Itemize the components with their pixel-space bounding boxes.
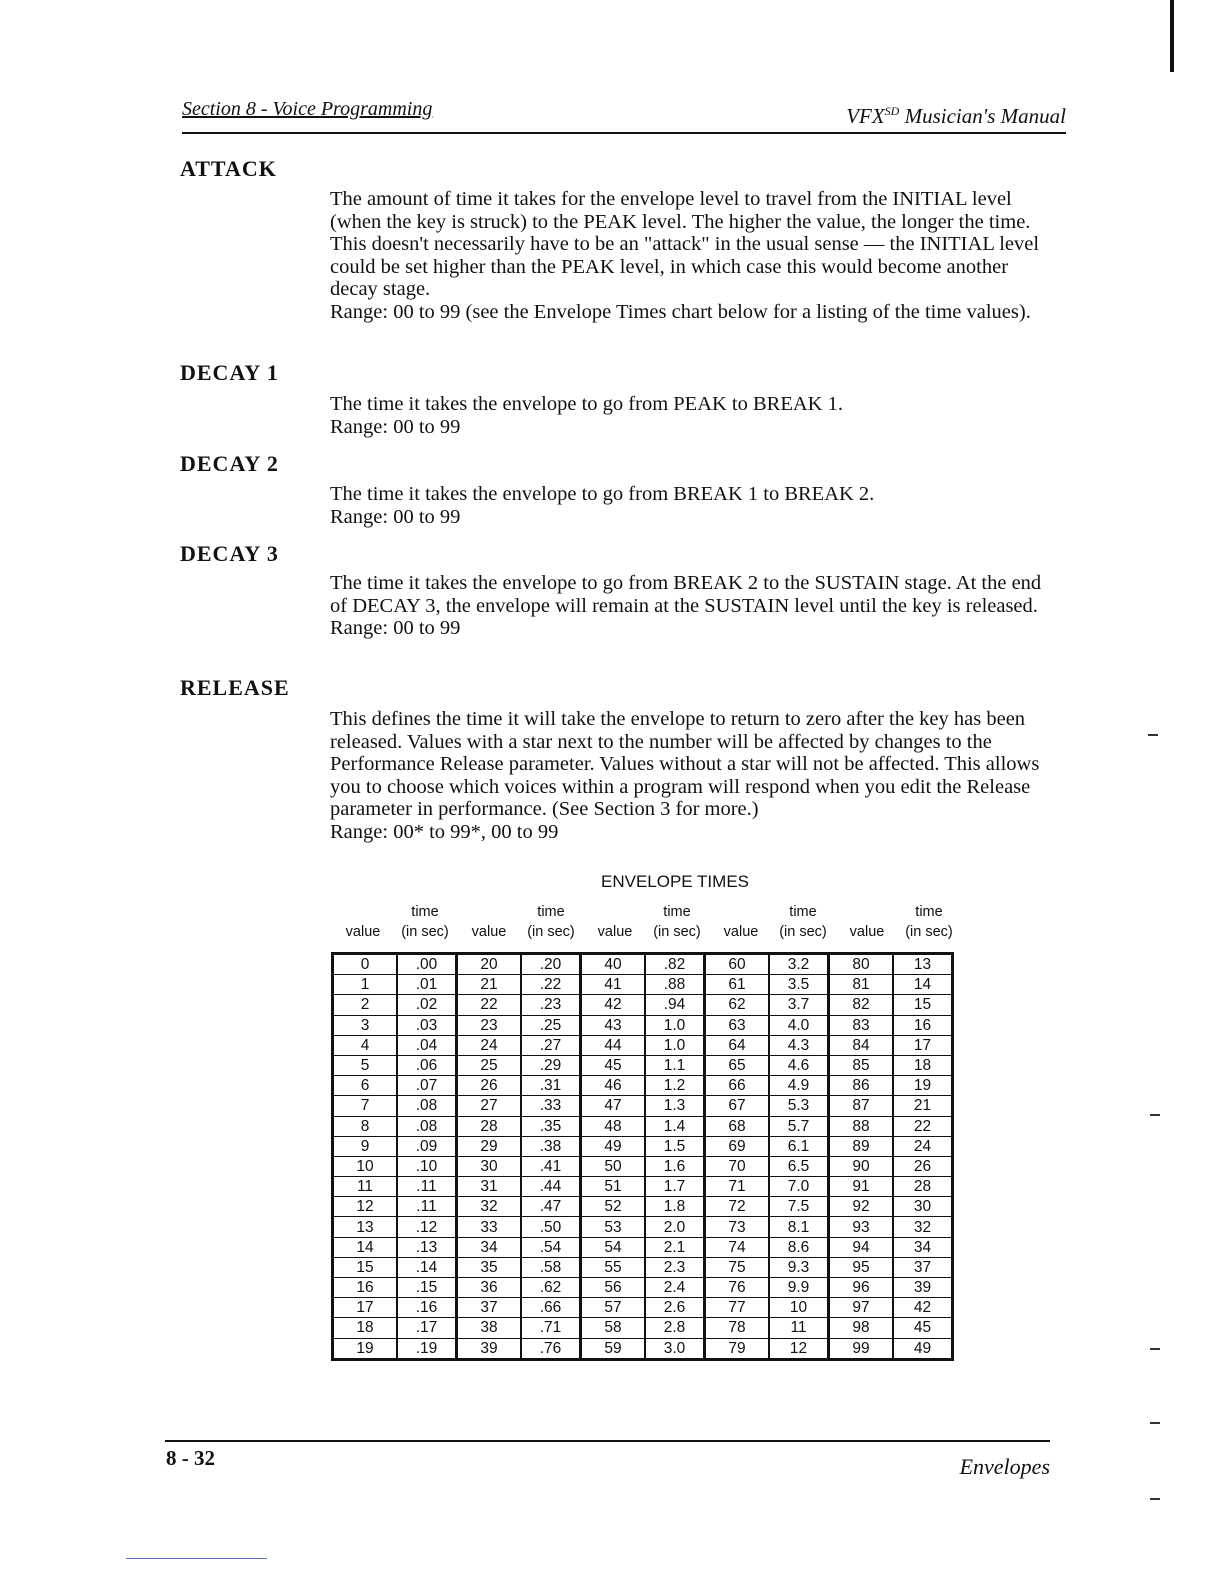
table-cell-value: 9 — [333, 1136, 398, 1156]
table-cell-time: 2.1 — [645, 1237, 705, 1257]
table-cell-value: 40 — [581, 954, 646, 975]
table-cell-time: 1.2 — [645, 1076, 705, 1096]
scan-mark — [1148, 734, 1158, 736]
table-cell-time: 22 — [893, 1116, 953, 1136]
table-cell-time: 6.1 — [769, 1136, 829, 1156]
table-cell-time: .25 — [521, 1015, 581, 1035]
table-cell-time: 49 — [893, 1338, 953, 1359]
table-cell-time: 39 — [893, 1278, 953, 1298]
table-cell-value: 92 — [829, 1197, 894, 1217]
table-cell-value: 66 — [705, 1076, 770, 1096]
column-heading-time-unit: (in sec) — [779, 924, 827, 940]
table-cell-value: 57 — [581, 1298, 646, 1318]
envelope-times-table — [331, 952, 954, 1361]
table-cell-time: .23 — [521, 995, 581, 1015]
table-cell-time: 3.0 — [645, 1338, 705, 1359]
table-cell-time: 1.4 — [645, 1116, 705, 1136]
table-cell-value: 82 — [829, 995, 894, 1015]
column-heading-value — [709, 922, 773, 942]
table-row — [333, 1055, 953, 1075]
table-cell-time: 2.8 — [645, 1318, 705, 1338]
table-cell-time: .10 — [397, 1156, 457, 1176]
column-heading-time-text: time — [663, 904, 691, 920]
column-heading-value — [331, 922, 395, 942]
table-cell-value: 33 — [457, 1217, 522, 1237]
scan-mark — [1150, 1348, 1160, 1350]
table-row — [333, 1338, 953, 1359]
table-row — [333, 1278, 953, 1298]
table-cell-time: 28 — [893, 1177, 953, 1197]
table-cell-value: 3 — [333, 1015, 398, 1035]
table-cell-time: 5.3 — [769, 1096, 829, 1116]
table-cell-value: 80 — [829, 954, 894, 975]
table-cell-value: 2 — [333, 995, 398, 1015]
page-number: 8 - 32 — [166, 1446, 215, 1470]
column-heading-time-unit: (in sec) — [653, 924, 701, 940]
table-cell-time: .44 — [521, 1177, 581, 1197]
table-cell-value: 75 — [705, 1257, 770, 1277]
column-heading-value-text: value — [471, 924, 507, 940]
table-cell-time: .27 — [521, 1035, 581, 1055]
table-cell-value: 24 — [457, 1035, 522, 1055]
table-cell-time: 42 — [893, 1298, 953, 1318]
table-cell-time: .29 — [521, 1055, 581, 1075]
table-row — [333, 995, 953, 1015]
table-cell-value: 46 — [581, 1076, 646, 1096]
table-cell-value: 81 — [829, 975, 894, 995]
table-cell-value: 20 — [457, 954, 522, 975]
table-cell-time: 3.7 — [769, 995, 829, 1015]
param-name-decay-2: DECAY 2 — [180, 451, 279, 476]
table-cell-time: 8.6 — [769, 1237, 829, 1257]
table-cell-time: .04 — [397, 1035, 457, 1055]
table-cell-value: 65 — [705, 1055, 770, 1075]
table-cell-value: 88 — [829, 1116, 894, 1136]
table-cell-value: 86 — [829, 1076, 894, 1096]
header-section-title: Section 8 - Voice Programming — [182, 98, 433, 120]
param-range: Range: 00 to 99 — [330, 415, 461, 438]
table-cell-value: 0 — [333, 954, 398, 975]
table-row — [333, 975, 953, 995]
table-cell-value: 69 — [705, 1136, 770, 1156]
table-cell-value: 5 — [333, 1055, 398, 1075]
column-heading-time-text: time — [789, 904, 817, 920]
table-cell-value: 53 — [581, 1217, 646, 1237]
table-cell-time: 45 — [893, 1318, 953, 1338]
table-cell-time: .41 — [521, 1156, 581, 1176]
table-cell-time: .62 — [521, 1278, 581, 1298]
table-cell-value: 35 — [457, 1257, 522, 1277]
table-cell-value: 77 — [705, 1298, 770, 1318]
manual-title-superscript: SD — [884, 104, 900, 118]
table-cell-time: .15 — [397, 1278, 457, 1298]
table-row — [333, 1197, 953, 1217]
table-cell-time: .16 — [397, 1298, 457, 1318]
table-cell-time: 17 — [893, 1035, 953, 1055]
table-cell-value: 49 — [581, 1136, 646, 1156]
table-cell-value: 16 — [333, 1278, 398, 1298]
table-cell-value: 6 — [333, 1076, 398, 1096]
table-cell-time: .17 — [397, 1318, 457, 1338]
param-text: The amount of time it takes for the envelope level to travel from the INITIAL level (when the key is struck) to the PEAK level. The higher the value, the longer the time. This doesn't necessarily have to be an "attack" in the usual sense — the INITIAL level could be set higher than the PEAK level, in which case this would become another decay stage. — [330, 188, 1040, 300]
table-cell-time: .08 — [397, 1116, 457, 1136]
column-heading-time-text: time — [537, 904, 565, 920]
table-cell-value: 43 — [581, 1015, 646, 1035]
header-manual-title — [846, 104, 1066, 129]
table-cell-value: 95 — [829, 1257, 894, 1277]
table-cell-time: 21 — [893, 1096, 953, 1116]
table-cell-time: .35 — [521, 1116, 581, 1136]
table-cell-time: .66 — [521, 1298, 581, 1318]
table-cell-value: 44 — [581, 1035, 646, 1055]
table-cell-time: 19 — [893, 1076, 953, 1096]
manual-title-rest: Musician's Manual — [904, 104, 1066, 128]
footer-rule — [165, 1440, 1050, 1442]
table-cell-time: .88 — [645, 975, 705, 995]
table-cell-time: .11 — [397, 1197, 457, 1217]
table-cell-value: 78 — [705, 1318, 770, 1338]
table-cell-value: 42 — [581, 995, 646, 1015]
table-cell-time: 2.4 — [645, 1278, 705, 1298]
table-cell-time: 15 — [893, 995, 953, 1015]
column-heading-time — [899, 902, 959, 942]
table-cell-time: .33 — [521, 1096, 581, 1116]
column-heading-time — [647, 902, 707, 942]
table-row — [333, 1298, 953, 1318]
table-cell-value: 94 — [829, 1237, 894, 1257]
table-cell-value: 76 — [705, 1278, 770, 1298]
table-row — [333, 1035, 953, 1055]
table-cell-value: 98 — [829, 1318, 894, 1338]
table-cell-value: 72 — [705, 1197, 770, 1217]
table-cell-value: 19 — [333, 1338, 398, 1359]
table-cell-value: 73 — [705, 1217, 770, 1237]
table-cell-value: 91 — [829, 1177, 894, 1197]
param-range: Range: 00 to 99 (see the Envelope Times chart below for a listing of the time values). — [330, 300, 1031, 323]
envelope-table-column-headings — [331, 902, 961, 948]
table-cell-time: 6.5 — [769, 1156, 829, 1176]
param-name-decay-1: DECAY 1 — [180, 360, 279, 385]
table-cell-time: 3.2 — [769, 954, 829, 975]
column-heading-time — [395, 902, 455, 942]
column-heading-time — [521, 902, 581, 942]
column-heading-time — [773, 902, 833, 942]
table-row — [333, 954, 953, 975]
table-cell-time: 7.0 — [769, 1177, 829, 1197]
table-cell-time: 24 — [893, 1136, 953, 1156]
param-desc-release — [330, 708, 1060, 843]
column-heading-time-text: time — [915, 904, 943, 920]
table-cell-value: 7 — [333, 1096, 398, 1116]
table-cell-value: 17 — [333, 1298, 398, 1318]
table-cell-time: 13 — [893, 954, 953, 975]
table-cell-time: 1.1 — [645, 1055, 705, 1075]
table-cell-time: 2.0 — [645, 1217, 705, 1237]
column-heading-value-text: value — [723, 924, 759, 940]
table-cell-time: 37 — [893, 1257, 953, 1277]
table-cell-value: 50 — [581, 1156, 646, 1176]
page-header — [182, 98, 1066, 134]
scan-mark — [1150, 1498, 1160, 1500]
table-cell-time: 14 — [893, 975, 953, 995]
table-cell-time: 5.7 — [769, 1116, 829, 1136]
table-cell-value: 14 — [333, 1237, 398, 1257]
table-cell-value: 90 — [829, 1156, 894, 1176]
table-cell-value: 96 — [829, 1278, 894, 1298]
param-desc-decay-2 — [330, 483, 1060, 528]
table-cell-value: 64 — [705, 1035, 770, 1055]
table-cell-value: 74 — [705, 1237, 770, 1257]
table-cell-value: 89 — [829, 1136, 894, 1156]
table-cell-time: 1.7 — [645, 1177, 705, 1197]
table-cell-time: .03 — [397, 1015, 457, 1035]
column-heading-time-unit: (in sec) — [401, 924, 449, 940]
table-cell-value: 84 — [829, 1035, 894, 1055]
scan-blue-rule — [126, 1558, 267, 1559]
table-cell-time: 9.9 — [769, 1278, 829, 1298]
table-cell-time: 32 — [893, 1217, 953, 1237]
table-cell-value: 45 — [581, 1055, 646, 1075]
table-cell-time: 4.0 — [769, 1015, 829, 1035]
table-cell-value: 37 — [457, 1298, 522, 1318]
table-cell-time: .09 — [397, 1136, 457, 1156]
table-cell-value: 68 — [705, 1116, 770, 1136]
column-heading-value — [583, 922, 647, 942]
column-heading-value-text: value — [345, 924, 381, 940]
table-cell-value: 4 — [333, 1035, 398, 1055]
table-cell-value: 99 — [829, 1338, 894, 1359]
table-cell-time: .47 — [521, 1197, 581, 1217]
table-cell-value: 11 — [333, 1177, 398, 1197]
param-range: Range: 00 to 99 — [330, 617, 461, 639]
table-cell-value: 47 — [581, 1096, 646, 1116]
table-cell-value: 87 — [829, 1096, 894, 1116]
param-desc-decay-3 — [330, 572, 1060, 640]
table-cell-value: 71 — [705, 1177, 770, 1197]
table-cell-time: .22 — [521, 975, 581, 995]
table-row — [333, 1156, 953, 1176]
table-cell-value: 38 — [457, 1318, 522, 1338]
column-heading-value — [835, 922, 899, 942]
table-cell-time: 8.1 — [769, 1217, 829, 1237]
table-cell-value: 59 — [581, 1338, 646, 1359]
table-cell-time: .00 — [397, 954, 457, 975]
param-range: Range: 00* to 99*, 00 to 99 — [330, 820, 559, 843]
table-cell-value: 10 — [333, 1156, 398, 1176]
table-row — [333, 1177, 953, 1197]
column-heading-value — [457, 922, 521, 942]
table-cell-value: 18 — [333, 1318, 398, 1338]
table-row — [333, 1318, 953, 1338]
param-text: This defines the time it will take the envelope to return to zero after the key has been released. Values with a star next to the number will be affected by changes to the Performance Release parameter. Values without a star will not be affected. This allows you to choose which voices within a program will respond when you edit the Release parameter in performance. (See Section 3 for more.) — [330, 708, 1040, 820]
table-cell-value: 27 — [457, 1096, 522, 1116]
table-cell-value: 52 — [581, 1197, 646, 1217]
param-name-attack: ATTACK — [180, 156, 277, 181]
table-cell-time: .54 — [521, 1237, 581, 1257]
table-cell-time: 1.5 — [645, 1136, 705, 1156]
param-range: Range: 00 to 99 — [330, 505, 461, 528]
table-row — [333, 1096, 953, 1116]
table-cell-time: 11 — [769, 1318, 829, 1338]
column-heading-time-unit: (in sec) — [905, 924, 953, 940]
table-row — [333, 1116, 953, 1136]
table-cell-value: 32 — [457, 1197, 522, 1217]
table-cell-value: 28 — [457, 1116, 522, 1136]
scan-edge-bar — [1170, 0, 1174, 72]
table-cell-time: 4.3 — [769, 1035, 829, 1055]
table-cell-value: 15 — [333, 1257, 398, 1277]
table-cell-time: .11 — [397, 1177, 457, 1197]
column-heading-time-text: time — [411, 904, 439, 920]
table-cell-value: 22 — [457, 995, 522, 1015]
table-cell-value: 8 — [333, 1116, 398, 1136]
table-cell-time: .31 — [521, 1076, 581, 1096]
table-cell-time: 4.9 — [769, 1076, 829, 1096]
table-cell-value: 31 — [457, 1177, 522, 1197]
table-cell-value: 56 — [581, 1278, 646, 1298]
table-cell-value: 79 — [705, 1338, 770, 1359]
envelope-times-title: ENVELOPE TIMES — [600, 872, 749, 891]
table-cell-value: 55 — [581, 1257, 646, 1277]
param-desc-decay-1 — [330, 393, 1060, 438]
table-cell-value: 21 — [457, 975, 522, 995]
param-desc-attack — [330, 188, 1060, 323]
table-cell-time: 12 — [769, 1338, 829, 1359]
table-cell-time: .06 — [397, 1055, 457, 1075]
table-cell-time: 9.3 — [769, 1257, 829, 1277]
table-cell-time: 10 — [769, 1298, 829, 1318]
table-cell-value: 25 — [457, 1055, 522, 1075]
table-cell-value: 23 — [457, 1015, 522, 1035]
table-cell-value: 70 — [705, 1156, 770, 1176]
table-cell-value: 85 — [829, 1055, 894, 1075]
column-heading-value-text: value — [597, 924, 633, 940]
table-cell-time: 3.5 — [769, 975, 829, 995]
table-cell-value: 26 — [457, 1076, 522, 1096]
envelope-table-body — [333, 954, 953, 1360]
table-cell-value: 67 — [705, 1096, 770, 1116]
table-cell-time: .76 — [521, 1338, 581, 1359]
table-cell-value: 39 — [457, 1338, 522, 1359]
table-cell-time: 2.6 — [645, 1298, 705, 1318]
table-cell-time: 30 — [893, 1197, 953, 1217]
table-cell-time: .82 — [645, 954, 705, 975]
table-cell-time: .38 — [521, 1136, 581, 1156]
table-cell-value: 97 — [829, 1298, 894, 1318]
table-row — [333, 1237, 953, 1257]
param-text: The time it takes the envelope to go from BREAK 2 to the SUSTAIN stage. At the end of DECAY 3, the envelope will remain at the SUSTAIN level until the key is released. — [330, 572, 1042, 617]
table-cell-time: 1.6 — [645, 1156, 705, 1176]
table-row — [333, 1217, 953, 1237]
table-cell-value: 93 — [829, 1217, 894, 1237]
table-cell-time: 26 — [893, 1156, 953, 1176]
table-cell-value: 1 — [333, 975, 398, 995]
table-cell-value: 51 — [581, 1177, 646, 1197]
table-cell-time: .13 — [397, 1237, 457, 1257]
table-cell-time: 16 — [893, 1015, 953, 1035]
table-cell-time: 18 — [893, 1055, 953, 1075]
scan-mark — [1150, 1114, 1160, 1116]
table-cell-time: .94 — [645, 995, 705, 1015]
table-cell-value: 58 — [581, 1318, 646, 1338]
param-name-decay-3: DECAY 3 — [180, 541, 279, 566]
table-cell-value: 63 — [705, 1015, 770, 1035]
table-cell-time: .01 — [397, 975, 457, 995]
table-cell-value: 48 — [581, 1116, 646, 1136]
column-heading-value-text: value — [849, 924, 885, 940]
table-cell-value: 34 — [457, 1237, 522, 1257]
table-cell-value: 61 — [705, 975, 770, 995]
table-cell-value: 54 — [581, 1237, 646, 1257]
manual-title-main: VFX — [846, 104, 885, 128]
table-cell-time: .02 — [397, 995, 457, 1015]
scan-mark — [1150, 1422, 1160, 1424]
table-cell-time: 1.0 — [645, 1015, 705, 1035]
param-text: The time it takes the envelope to go from PEAK to BREAK 1. — [330, 393, 843, 415]
table-cell-time: .07 — [397, 1076, 457, 1096]
table-cell-time: .20 — [521, 954, 581, 975]
table-cell-time: .14 — [397, 1257, 457, 1277]
table-row — [333, 1015, 953, 1035]
table-cell-value: 83 — [829, 1015, 894, 1035]
footer-section-title: Envelopes — [959, 1454, 1050, 1479]
table-cell-value: 30 — [457, 1156, 522, 1176]
table-cell-value: 41 — [581, 975, 646, 995]
table-cell-time: .50 — [521, 1217, 581, 1237]
param-name-release: RELEASE — [180, 675, 290, 700]
table-cell-value: 36 — [457, 1278, 522, 1298]
table-cell-value: 62 — [705, 995, 770, 1015]
table-cell-time: .08 — [397, 1096, 457, 1116]
table-cell-time: 34 — [893, 1237, 953, 1257]
table-cell-time: 1.8 — [645, 1197, 705, 1217]
table-cell-time: 1.0 — [645, 1035, 705, 1055]
param-text: The time it takes the envelope to go from BREAK 1 to BREAK 2. — [330, 483, 875, 505]
table-row — [333, 1076, 953, 1096]
table-cell-time: .12 — [397, 1217, 457, 1237]
table-cell-value: 29 — [457, 1136, 522, 1156]
table-cell-time: 4.6 — [769, 1055, 829, 1075]
table-cell-value: 60 — [705, 954, 770, 975]
table-cell-value: 12 — [333, 1197, 398, 1217]
table-row — [333, 1136, 953, 1156]
table-cell-time: 1.3 — [645, 1096, 705, 1116]
column-heading-time-unit: (in sec) — [527, 924, 575, 940]
table-cell-value: 13 — [333, 1217, 398, 1237]
table-cell-time: 2.3 — [645, 1257, 705, 1277]
table-cell-time: .71 — [521, 1318, 581, 1338]
table-cell-time: .19 — [397, 1338, 457, 1359]
table-cell-time: .58 — [521, 1257, 581, 1277]
table-row — [333, 1257, 953, 1277]
table-cell-time: 7.5 — [769, 1197, 829, 1217]
